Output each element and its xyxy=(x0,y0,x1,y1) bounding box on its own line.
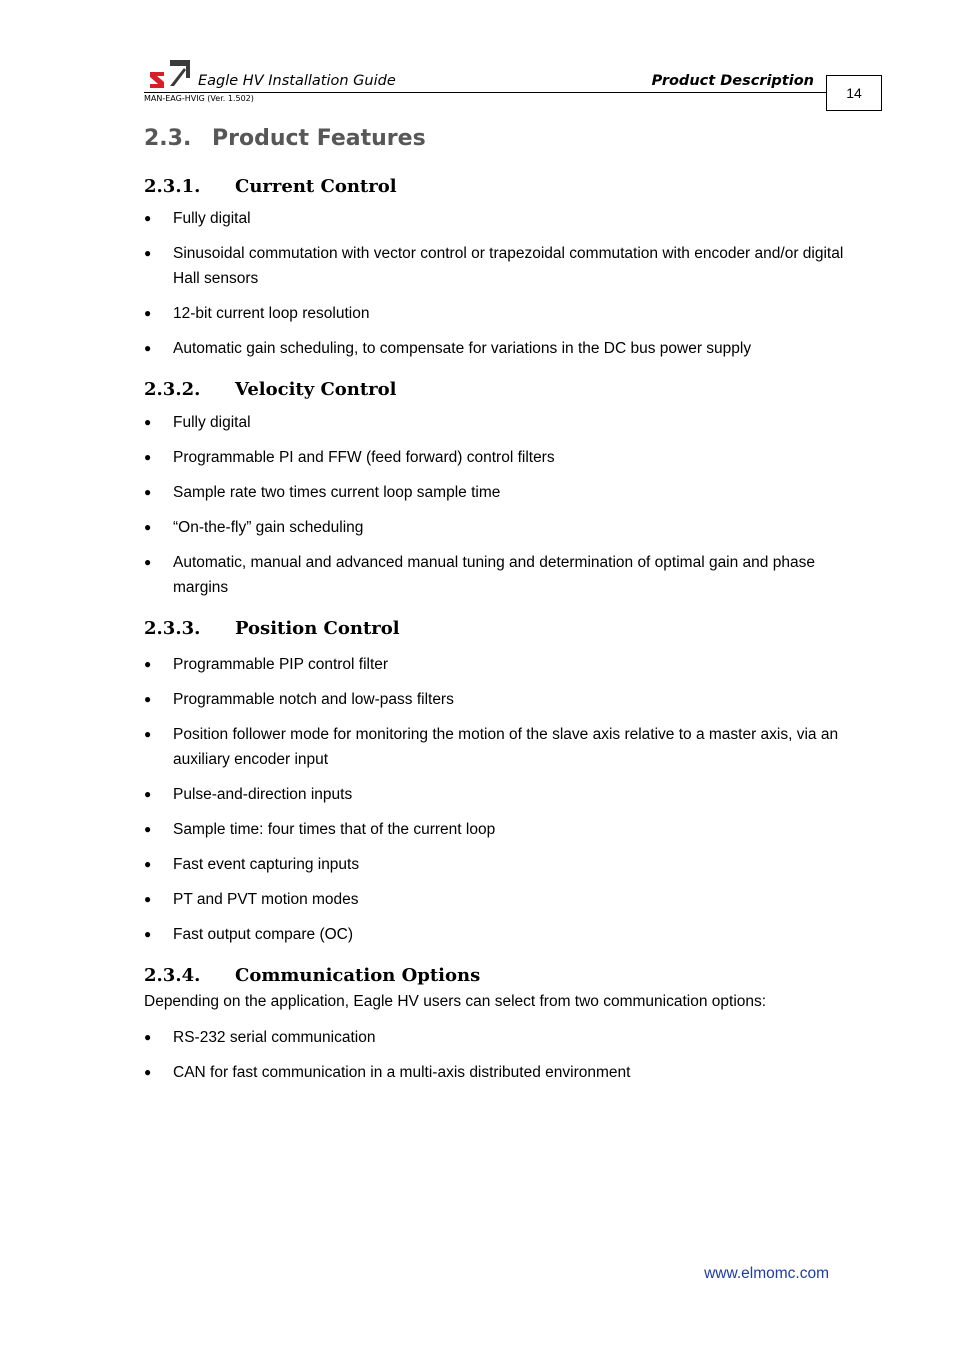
heading-product-features: 2.3. Product Features xyxy=(144,126,426,151)
list-item: ● Position follower mode for monitoring the motion of the slave axis relative to a master axis, via an auxiliary encoder input xyxy=(144,726,839,768)
list-item: ● Fully digital xyxy=(144,210,251,227)
velocity-control-list xyxy=(144,410,844,600)
heading-position-control: 2.3.3. Position Control xyxy=(144,618,400,639)
list-item: ● Sample time: four times that of the current loop xyxy=(144,821,496,838)
position-control-list xyxy=(144,652,844,947)
list-item: ● CAN for fast communication in a multi-axis distributed environment xyxy=(144,1064,631,1081)
document-code: MAN-EAG-HVIG (Ver. 1.502) xyxy=(144,94,254,103)
document-title: Eagle HV Installation Guide xyxy=(198,73,396,89)
list-item: ● Fast output compare (OC) xyxy=(144,926,354,943)
list-item: ● Programmable PIP control filter xyxy=(144,656,389,673)
list-item: ● Fully digital xyxy=(144,414,251,431)
heading-current-control: 2.3.1. Current Control xyxy=(144,176,397,197)
header-rule xyxy=(144,92,826,93)
list-item: ● Sample rate two times current loop sample time xyxy=(144,484,501,501)
list-item: ● PT and PVT motion modes xyxy=(144,891,359,908)
list-item: ● “On-the-fly” gain scheduling xyxy=(144,519,364,536)
list-item: ● Sinusoidal commutation with vector control or trapezoidal commutation with encoder and/or digital Hall sensors xyxy=(144,245,844,287)
elmo-logo-icon xyxy=(148,58,190,88)
list-item: ● Programmable PI and FFW (feed forward) control filters xyxy=(144,449,555,466)
current-control-list xyxy=(144,206,844,361)
heading-communication-options: 2.3.4. Communication Options xyxy=(144,965,481,986)
page-content xyxy=(144,122,844,1095)
page-header xyxy=(144,56,882,112)
list-item: ● Automatic gain scheduling, to compensate for variations in the DC bus power supply xyxy=(144,340,752,357)
list-item: ● Programmable notch and low-pass filters xyxy=(144,691,454,708)
list-item: ● Pulse-and-direction inputs xyxy=(144,786,353,803)
list-item: ● 12-bit current loop resolution xyxy=(144,305,370,322)
communication-intro: Depending on the application, Eagle HV users can select from two communication options: xyxy=(144,993,767,1010)
list-item: ● Fast event capturing inputs xyxy=(144,856,360,873)
page-number: 14 xyxy=(826,75,882,111)
communication-list xyxy=(144,1025,844,1085)
list-item: ● RS-232 serial communication xyxy=(144,1029,376,1046)
list-item: ● Automatic, manual and advanced manual tuning and determination of optimal gain and phase margins xyxy=(144,554,815,596)
section-title: Product Description xyxy=(651,73,814,89)
footer-website-link[interactable]: www.elmomc.com xyxy=(704,1265,829,1282)
heading-velocity-control: 2.3.2. Velocity Control xyxy=(144,379,397,400)
